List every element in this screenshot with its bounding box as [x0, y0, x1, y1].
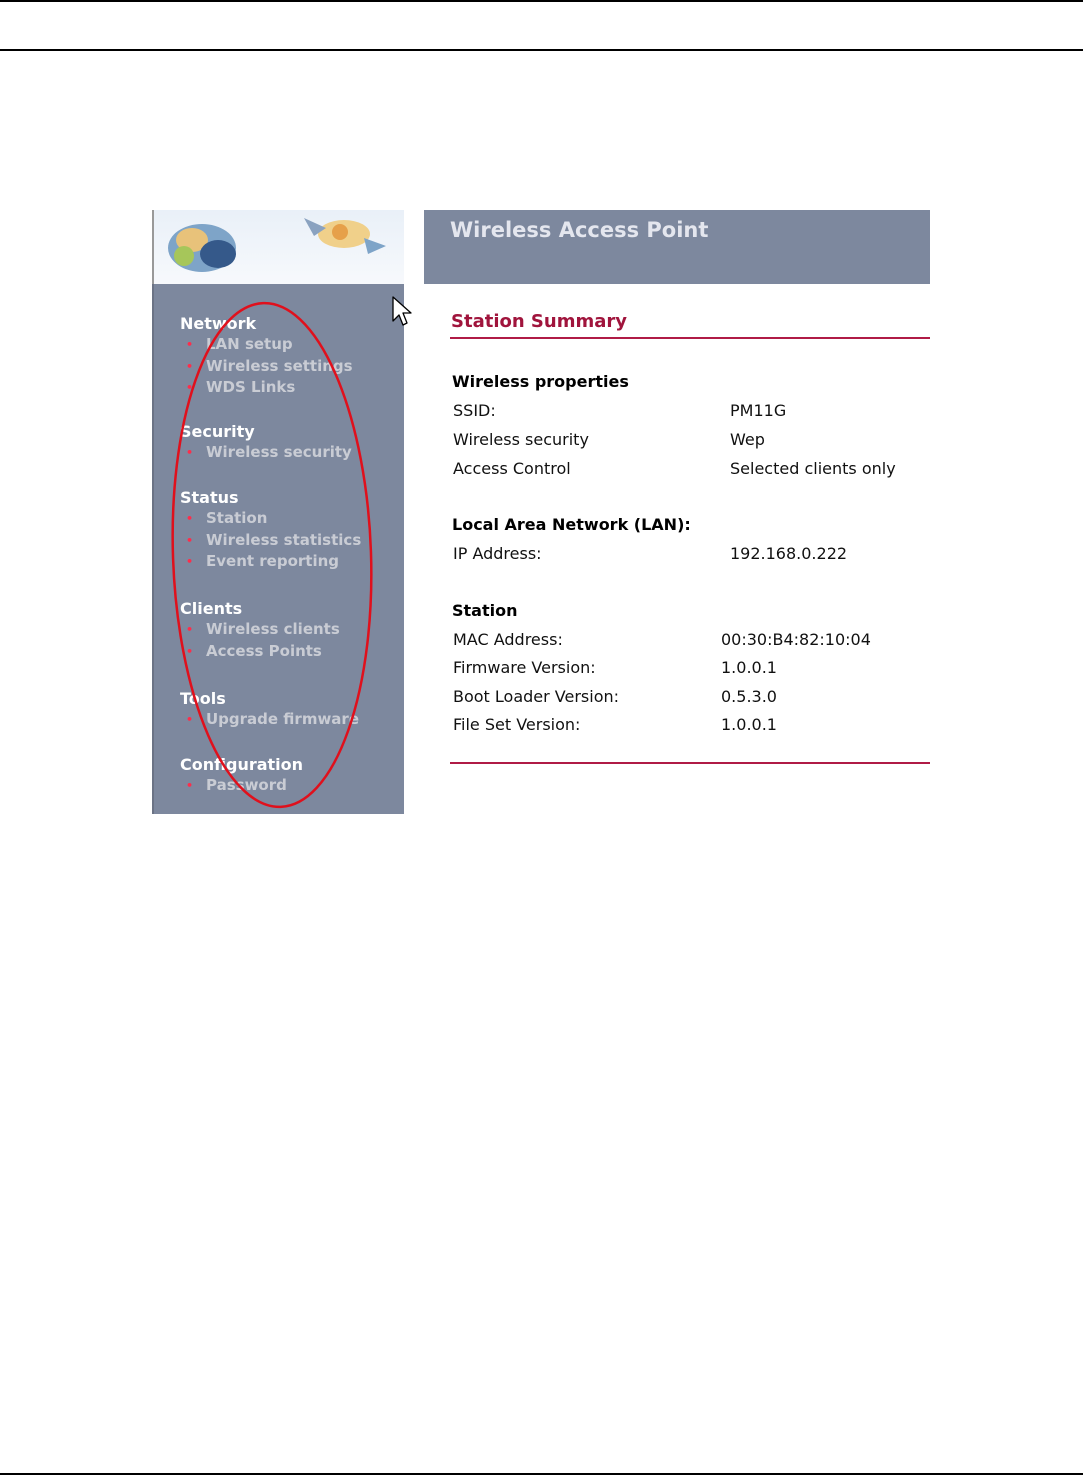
station-heading: Station: [452, 601, 518, 620]
ssid-value: PM11G: [730, 401, 787, 420]
nav-heading-network: Network: [180, 314, 257, 333]
boot-loader-version-value: 0.5.3.0: [721, 687, 777, 706]
bullet-icon: •: [186, 338, 194, 351]
nav-group-tools: [180, 689, 359, 731]
nav-heading-tools: Tools: [180, 689, 226, 708]
app-title: Wireless Access Point: [450, 218, 709, 242]
page-top-rule: [0, 0, 1083, 2]
nav-heading-clients: Clients: [180, 599, 243, 618]
wireless-security-label: Wireless security: [453, 430, 589, 449]
app-header: [424, 210, 930, 284]
bullet-icon: •: [186, 446, 194, 459]
nav-group-clients: [180, 599, 340, 662]
sidebar-item-event-reporting[interactable]: • Event reporting: [186, 552, 340, 570]
bullet-icon: •: [186, 779, 194, 792]
boot-loader-version-label: Boot Loader Version:: [453, 687, 620, 706]
title-divider: [450, 337, 930, 339]
file-set-version-value: 1.0.0.1: [721, 715, 777, 734]
nav-group-network: [180, 314, 353, 399]
sidebar-nav: [152, 284, 404, 814]
bullet-icon: •: [186, 359, 194, 373]
bullet-icon: •: [186, 644, 194, 658]
bullet-icon: •: [186, 512, 194, 525]
mouse-pointer-icon: [391, 295, 413, 329]
access-control-value: Selected clients only: [730, 459, 896, 478]
sidebar-item-wds-links[interactable]: • WDS Links: [186, 378, 296, 396]
sidebar-item-password[interactable]: • Password: [186, 776, 287, 794]
nav-group-configuration: [180, 755, 303, 797]
page-title: Station Summary: [451, 311, 627, 332]
sidebar-item-wireless-security[interactable]: • Wireless security: [186, 443, 352, 461]
wireless-security-value: Wep: [730, 430, 765, 449]
logo-banner: [152, 210, 404, 284]
banner-illustration: [154, 210, 404, 284]
bullet-icon: •: [186, 623, 194, 636]
sidebar-item-access-points[interactable]: • Access Points: [186, 641, 322, 660]
screenshot-frame: [152, 210, 930, 814]
sidebar-item-wireless-statistics[interactable]: • Wireless statistics: [186, 530, 362, 549]
bullet-icon: •: [186, 555, 194, 568]
bullet-icon: •: [186, 533, 194, 547]
bullet-icon: •: [186, 713, 194, 726]
mac-address-label: MAC Address:: [453, 630, 563, 649]
nav-heading-configuration: Configuration: [180, 755, 304, 774]
page-header-rule: [0, 49, 1083, 51]
bullet-icon: •: [186, 381, 194, 394]
mac-address-value: 00:30:B4:82:10:04: [721, 630, 871, 649]
lan-heading: Local Area Network (LAN):: [452, 515, 691, 534]
firmware-version-value: 1.0.0.1: [721, 658, 777, 677]
sidebar-item-wireless-clients[interactable]: • Wireless clients: [186, 620, 340, 638]
nav-group-status: [180, 488, 361, 573]
access-control-label: Access Control: [453, 459, 571, 478]
firmware-version-label: Firmware Version:: [453, 658, 596, 677]
wireless-properties-heading: Wireless properties: [452, 372, 629, 391]
ssid-label: SSID:: [453, 401, 496, 420]
sidebar-item-wireless-settings[interactable]: • Wireless settings: [186, 356, 353, 375]
nav-heading-status: Status: [180, 488, 239, 507]
file-set-version-label: File Set Version:: [453, 715, 581, 734]
nav-group-security: [180, 422, 352, 464]
bottom-divider: [450, 762, 930, 764]
sidebar-item-upgrade-firmware[interactable]: • Upgrade firmware: [186, 710, 360, 728]
page-footer-rule: [0, 1473, 1083, 1475]
ip-address-label: IP Address:: [453, 544, 542, 563]
sidebar-item-lan-setup[interactable]: • LAN setup: [186, 335, 293, 353]
ip-address-value: 192.168.0.222: [730, 544, 848, 563]
nav-heading-security: Security: [180, 422, 255, 441]
sidebar-item-station[interactable]: • Station: [186, 509, 268, 527]
